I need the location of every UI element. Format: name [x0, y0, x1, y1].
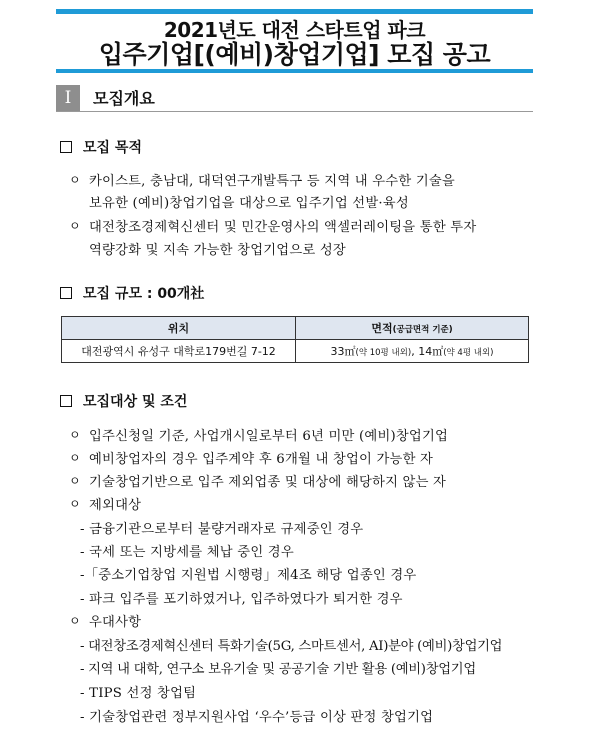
preference-label: 우대사항	[89, 615, 142, 630]
bullet-icon: ㅇ	[69, 219, 81, 233]
section-rule	[56, 111, 533, 112]
bullet-icon: ㅇ	[69, 497, 81, 511]
exclusion-item-4: - 파크 입주를 포기하였거나, 입주하였다가 퇴거한 경우	[80, 592, 403, 607]
bullet-icon: ㅇ	[69, 614, 81, 628]
bullet-icon: ㅇ	[69, 173, 81, 187]
cell-area: 33㎡(약 10평 내외), 14㎡(약 4평 내외)	[296, 340, 529, 363]
purpose-item-1-line-2: 보유한 (예비)창업기업을 대상으로 입주기업 선발·육성	[89, 196, 409, 211]
square-bullet-icon	[60, 287, 72, 299]
title-bottom-rule	[56, 69, 533, 73]
scale-heading-text: 모집 규모 : 00개社	[83, 286, 205, 302]
scale-heading	[60, 283, 204, 303]
target-item-2: 예비창업자의 경우 입주계약 후 6개월 내 창업이 가능한 자	[89, 452, 434, 467]
target-item-3: 기술창업기반으로 입주 제외업종 및 대상에 해당하지 않는 자	[89, 475, 447, 490]
exclusion-item-2: - 국세 또는 지방세를 체납 중인 경우	[80, 545, 294, 560]
preference-item-4: - 기술창업관련 정부지원사업 ‘우수’등급 이상 판정 창업기업	[80, 710, 434, 725]
purpose-item-2-line-2: 역량강화 및 지속 가능한 창업기업으로 성장	[89, 243, 346, 258]
table-row	[62, 340, 529, 363]
title-line-2: 입주기업[(예비)창업기업] 모집 공고	[98, 40, 491, 69]
target-item-4: 제외대상	[89, 498, 142, 513]
purpose-item-2-line-1: 대전창조경제혁신센터 및 민간운영사의 액셀러레이팅을 통한 투자	[89, 220, 477, 235]
square-bullet-icon	[60, 395, 72, 407]
bullet-icon: ㅇ	[69, 474, 81, 488]
square-bullet-icon	[60, 141, 72, 153]
header-location: 위치	[62, 317, 296, 340]
target-item-1: 입주신청일 기준, 사업개시일로부터 6년 미만 (예비)창업기업	[89, 429, 449, 444]
target-heading	[60, 391, 187, 411]
preference-item-3: - TIPS 선정 창업팀	[80, 686, 197, 701]
target-heading-text: 모집대상 및 조건	[83, 394, 188, 410]
purpose-heading-text: 모집 목적	[83, 140, 142, 156]
preference-item-1: - 대전창조경제혁신센터 특화기술(5G, 스마트센서, AI)분야 (예비)창업기업	[80, 639, 503, 654]
purpose-heading	[60, 137, 142, 157]
exclusion-item-1: - 금융기관으로부터 불량거래자로 규제중인 경우	[80, 522, 364, 537]
title-line-1: 2021년도 대전 스타트업 파크	[163, 18, 426, 42]
preference-item-2: - 지역 내 대학, 연구소 보유기술 및 공공기술 기반 활용 (예비)창업기업	[80, 662, 476, 677]
facility-table	[61, 316, 529, 363]
header-area: 면적(공급면적 기준)	[296, 317, 529, 340]
section-title: 모집개요	[93, 89, 155, 108]
cell-location: 대전광역시 유성구 대학로179번길 7-12	[62, 340, 296, 363]
purpose-item-1-line-1: 카이스트, 충남대, 대덕연구개발특구 등 지역 내 우수한 기술을	[89, 174, 455, 189]
bullet-icon: ㅇ	[69, 428, 81, 442]
table-header-row	[62, 317, 529, 340]
section-number: Ⅰ	[56, 85, 80, 111]
exclusion-item-3: -「중소기업창업 지원법 시행령」제4조 해당 업종인 경우	[80, 568, 417, 583]
bullet-icon: ㅇ	[69, 451, 81, 465]
